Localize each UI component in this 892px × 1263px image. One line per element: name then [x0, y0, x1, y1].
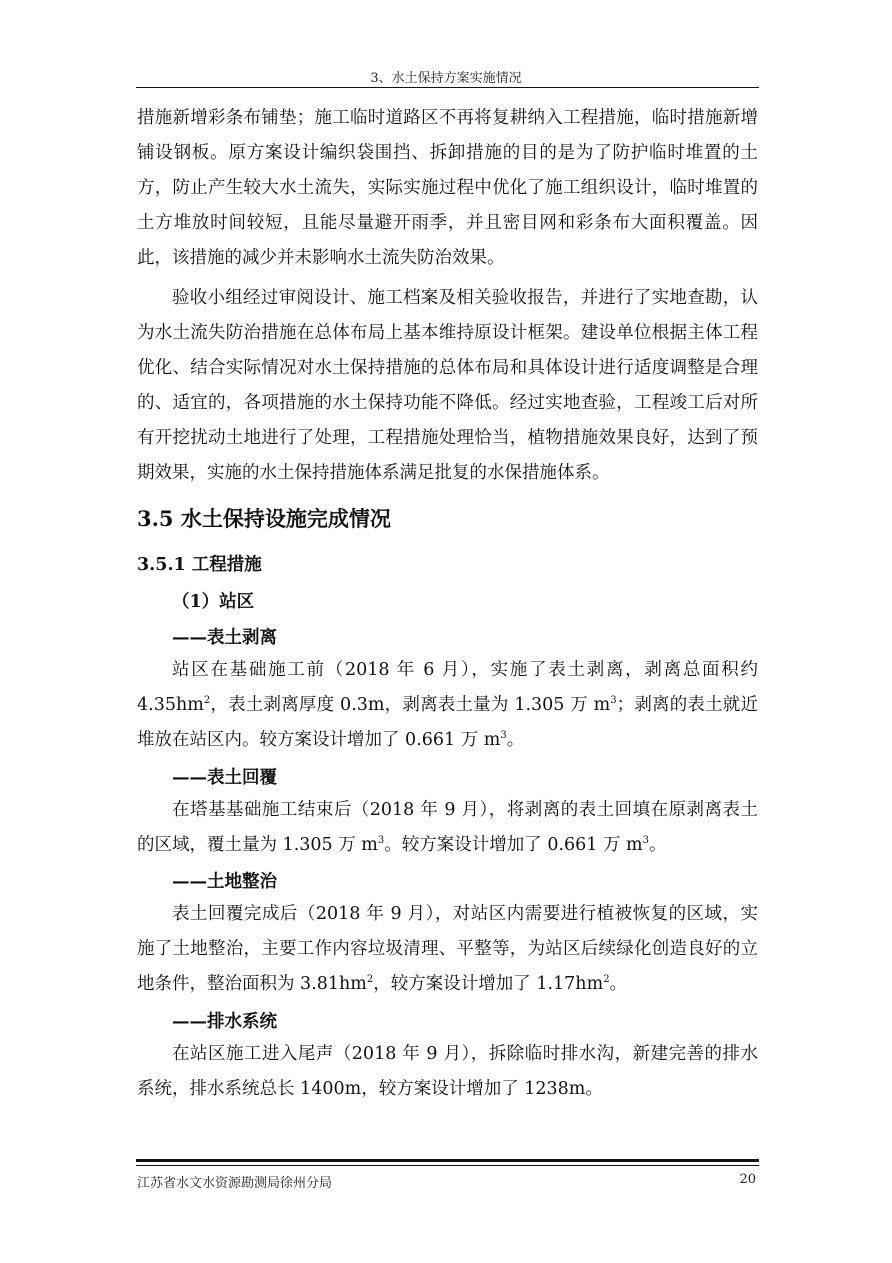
- text-run: ，较方案设计增加了 1.17hm: [373, 974, 604, 994]
- text-run: 表土回覆完成后（2018 年 9 月），对站区内需要进行植被恢复的区域，实施了土地整治，主要工作内容垃圾清理、平整等，为站区后续绿化创造良好的立地条件，整治面积为 3.81hm: [137, 904, 758, 994]
- page-number: 20: [739, 1172, 756, 1187]
- item-land-leveling-text: [137, 897, 758, 1002]
- item-topsoil-stripping-text: [137, 653, 758, 758]
- running-header: 3、水土保持方案实施情况: [370, 71, 522, 86]
- superscript: 3: [610, 695, 617, 707]
- text-run: ；剥离的表土就近堆放在站区内。较方案设计增加了 0.661 万 m: [137, 695, 759, 750]
- text-run: 。较方案设计增加了 0.661 万 m: [384, 835, 643, 855]
- station-area-heading: （1）站区: [172, 592, 255, 612]
- superscript: 3: [500, 730, 507, 742]
- item-topsoil-backfill-text: [137, 793, 758, 863]
- item-topsoil-stripping-title: ——表土剥离: [172, 628, 277, 648]
- item-land-leveling-title: ——土地整治: [172, 872, 277, 892]
- superscript: 3: [642, 835, 650, 847]
- superscript: 2: [603, 974, 610, 986]
- subsection-heading-3-5-1: 3.5.1 工程措施: [137, 555, 262, 575]
- superscript: 2: [203, 695, 211, 707]
- footer-rule-thin: [136, 1165, 759, 1166]
- text-run: 。: [649, 835, 667, 855]
- item-drainage-title: ——排水系统: [172, 1012, 277, 1032]
- text-run: 。: [609, 974, 628, 994]
- footer-rule-thick: [136, 1159, 759, 1162]
- text-run: ，表土剥离厚度 0.3m，剥离表土量为 1.305 万 m: [210, 695, 611, 715]
- header-rule: [136, 87, 759, 88]
- paragraph-measures-adjustment: 措施新增彩条布铺垫；施工临时道路区不再将复耕纳入工程措施，临时措施新增铺设钢板。原方案设计编织袋围挡、拆卸措施的目的是为了防护临时堆置的土方，防止产生较大水土流失，实际实施过程中优化了施工组织设计，临时堆置的土方堆放时间较短，且能尽量避开雨季，并且密目网和彩条布大面积覆盖。因此，该措施的减少并未影响水土流失防治效果。: [137, 108, 758, 268]
- footer-organization: 江苏省水文水资源勘测局徐州分局: [137, 1176, 333, 1191]
- text-run: 。: [506, 730, 525, 750]
- item-topsoil-backfill-title: ——表土回覆: [172, 768, 277, 788]
- text-run: 在塔基基础施工结束后（2018 年 9 月），将剥离的表土回填在原剥离表土的区域，覆土量为 1.305 万 m: [137, 800, 758, 855]
- superscript: 3: [377, 835, 385, 847]
- superscript: 2: [366, 974, 374, 986]
- item-drainage-text: 在站区施工进入尾声（2018 年 9 月），拆除临时排水沟，新建完善的排水系统，排水系统总长 1400m，较方案设计增加了 1238m。: [137, 1044, 758, 1099]
- section-heading-3-5: 3.5 水土保持设施完成情况: [137, 506, 391, 531]
- paragraph-acceptance-review: 验收小组经过审阅设计、施工档案及相关验收报告，并进行了实地查勘，认为水土流失防治措施在总体布局上基本维持原设计框架。建设单位根据主体工程优化、结合实际情况对水土保持措施的总体布局和具体设计进行适度调整是合理的、适宜的，各项措施的水土保持功能不降低。经过实地查验，工程竣工后对所有开挖扰动土地进行了处理，工程措施处理恰当，植物措施效果良好，达到了预期效果，实施的水土保持措施体系满足批复的水保措施体系。: [137, 288, 758, 483]
- text-run: 站区在基础施工前（2018 年 6 月），实施了表土剥离，剥离总面积约 4.35hm: [137, 660, 758, 715]
